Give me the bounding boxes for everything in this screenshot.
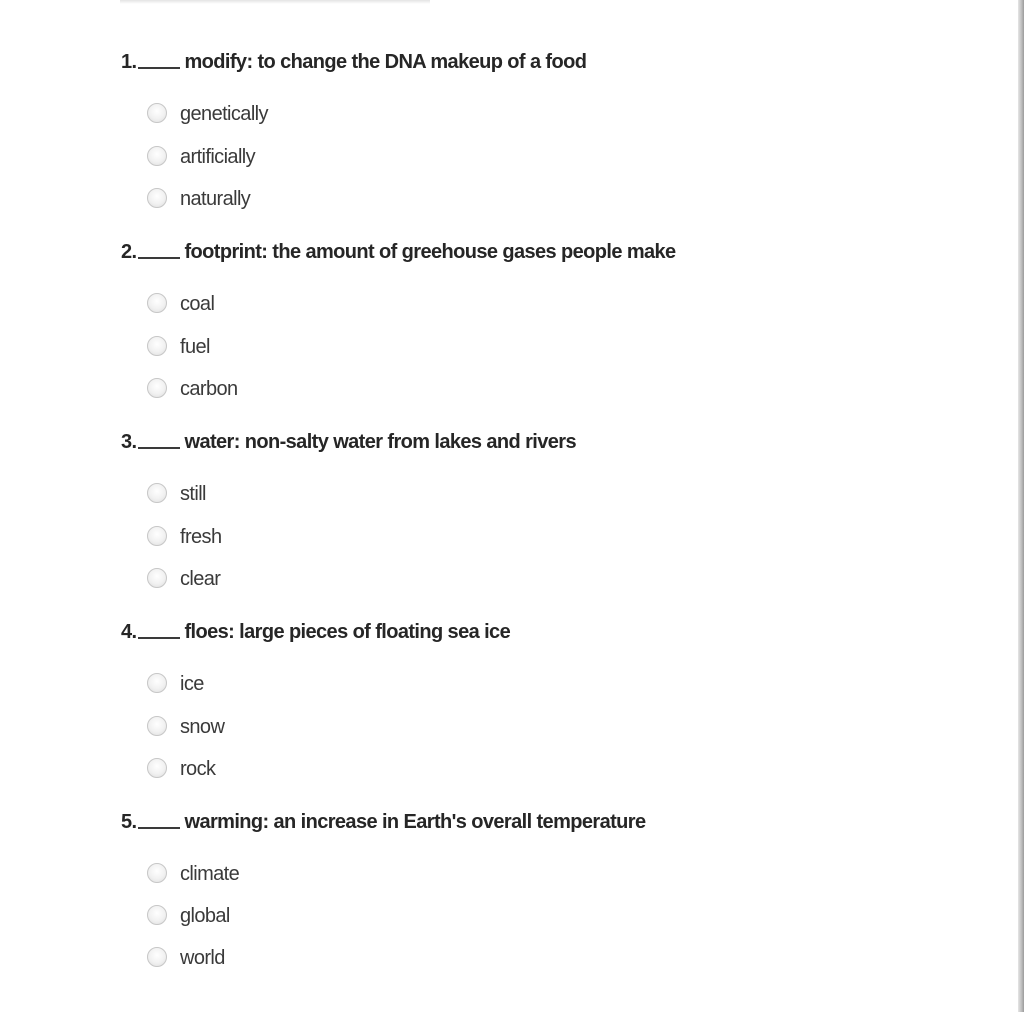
- option-artificially[interactable]: [146, 144, 546, 170]
- page-edge-border: [1018, 0, 1024, 1012]
- radio-button[interactable]: [147, 863, 167, 883]
- question-prompt: [121, 239, 676, 265]
- option-climate[interactable]: [146, 861, 546, 887]
- question-text: modify: to change the DNA makeup of a food: [184, 51, 587, 73]
- answer-blank: [138, 257, 180, 259]
- question-text: footprint: the amount of greehouse gases people make: [184, 241, 676, 263]
- answer-blank: [138, 447, 180, 449]
- option-clear[interactable]: [146, 566, 546, 592]
- radio-button[interactable]: [147, 673, 167, 693]
- question-prompt: [121, 809, 646, 835]
- option-coal[interactable]: [146, 291, 546, 317]
- option-label: artificially: [180, 146, 256, 168]
- option-label: rock: [180, 758, 216, 780]
- option-label: still: [180, 483, 206, 505]
- question-text: floes: large pieces of floating sea ice: [184, 621, 511, 643]
- option-label: ice: [180, 673, 204, 695]
- question-text: water: non-salty water from lakes and rivers: [184, 431, 577, 453]
- option-still[interactable]: [146, 481, 546, 507]
- radio-button[interactable]: [147, 568, 167, 588]
- radio-button[interactable]: [147, 905, 167, 925]
- cut-off-header-remnant: [120, 0, 430, 4]
- radio-button[interactable]: [147, 336, 167, 356]
- question-number: 2.: [121, 241, 137, 263]
- radio-button[interactable]: [147, 188, 167, 208]
- question-text: warming: an increase in Earth's overall temperature: [184, 811, 646, 833]
- radio-button[interactable]: [147, 378, 167, 398]
- question-prompt: [121, 49, 586, 75]
- option-label: fuel: [180, 336, 210, 358]
- option-label: coal: [180, 293, 215, 315]
- option-rock[interactable]: [146, 756, 546, 782]
- option-fuel[interactable]: [146, 334, 546, 360]
- option-carbon[interactable]: [146, 376, 546, 402]
- question-number: 5.: [121, 811, 137, 833]
- radio-button[interactable]: [147, 947, 167, 967]
- radio-button[interactable]: [147, 758, 167, 778]
- option-label: clear: [180, 568, 221, 590]
- option-naturally[interactable]: [146, 186, 546, 212]
- question-prompt: [121, 429, 576, 455]
- answer-blank: [138, 827, 180, 829]
- option-label: naturally: [180, 188, 251, 210]
- option-label: carbon: [180, 378, 238, 400]
- radio-button[interactable]: [147, 526, 167, 546]
- option-ice[interactable]: [146, 671, 546, 697]
- option-label: genetically: [180, 103, 268, 125]
- option-label: snow: [180, 716, 225, 738]
- option-snow[interactable]: [146, 714, 546, 740]
- radio-button[interactable]: [147, 716, 167, 736]
- radio-button[interactable]: [147, 483, 167, 503]
- option-label: world: [180, 947, 225, 969]
- option-genetically[interactable]: [146, 101, 546, 127]
- question-number: 3.: [121, 431, 137, 453]
- radio-button[interactable]: [147, 103, 167, 123]
- option-world[interactable]: [146, 945, 546, 971]
- question-prompt: [121, 619, 510, 645]
- answer-blank: [138, 67, 180, 69]
- question-number: 1.: [121, 51, 137, 73]
- question-number: 4.: [121, 621, 137, 643]
- option-fresh[interactable]: [146, 524, 546, 550]
- answer-blank: [138, 637, 180, 639]
- radio-button[interactable]: [147, 293, 167, 313]
- option-label: climate: [180, 863, 240, 885]
- option-label: fresh: [180, 526, 222, 548]
- option-label: global: [180, 905, 230, 927]
- radio-button[interactable]: [147, 146, 167, 166]
- option-global[interactable]: [146, 903, 546, 929]
